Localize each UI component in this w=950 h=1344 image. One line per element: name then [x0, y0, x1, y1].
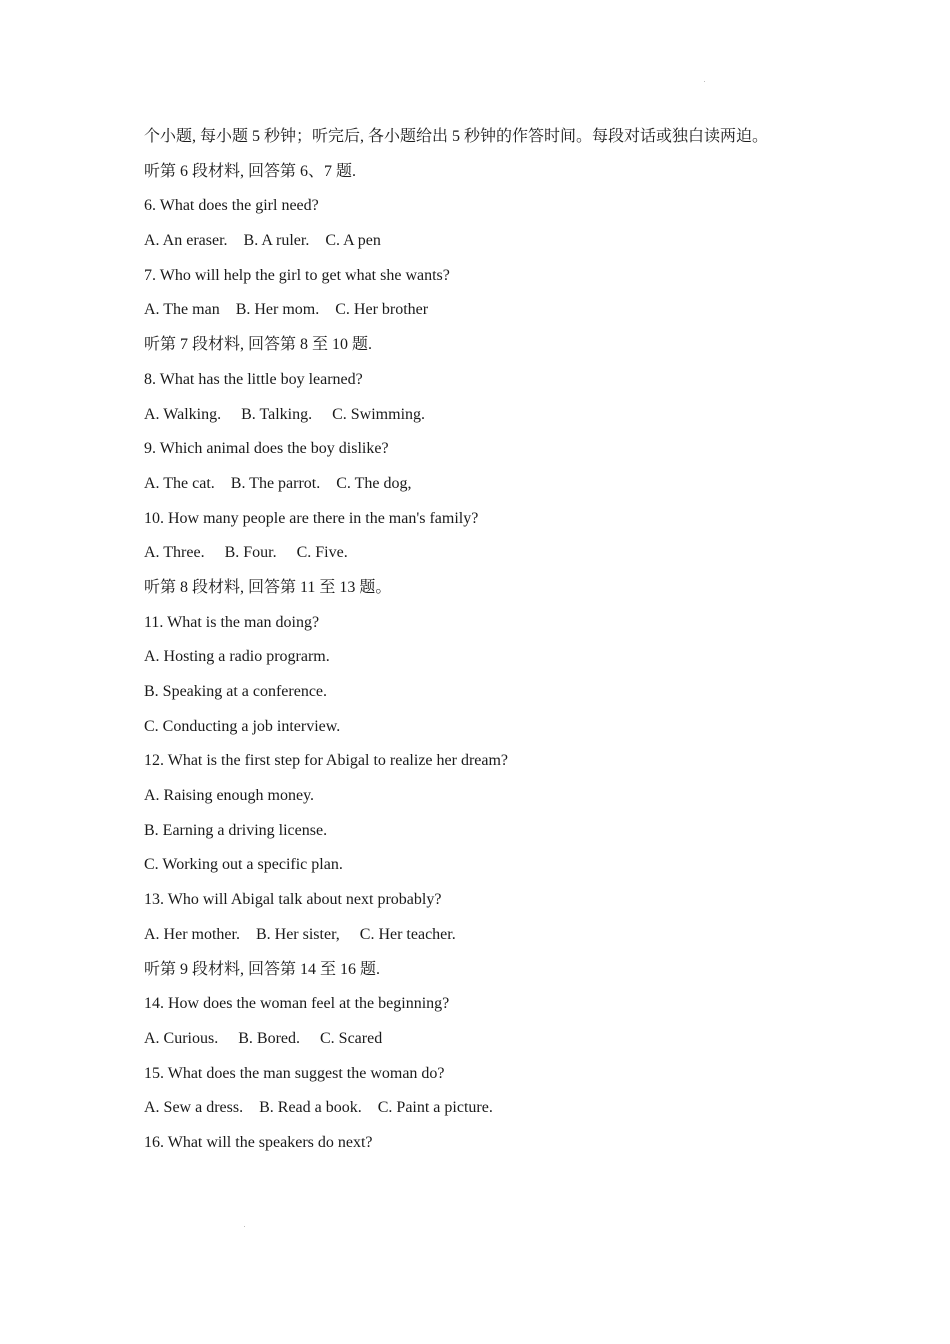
- section-heading: 听第 6 段材料, 回答第 6、7 题.: [144, 162, 357, 180]
- question: 11. What is the man doing?: [144, 613, 320, 631]
- section-heading: 听第 7 段材料, 回答第 8 至 10 题.: [144, 336, 373, 354]
- answer-option: C. Working out a specific plan.: [144, 856, 343, 874]
- answer-options: A. Her mother. B. Her sister, C. Her teacher.: [144, 925, 456, 943]
- question: 16. What will the speakers do next?: [144, 1133, 373, 1151]
- answer-option: B. Earning a driving license.: [144, 821, 328, 839]
- answer-option: A. Hosting a radio prograrm.: [144, 648, 330, 666]
- answer-option: B. Speaking at a conference.: [144, 683, 328, 700]
- instruction-text: 个小题, 每小题 5 秒钟；听完后, 各小题给出 5 秒钟的作答时间。每段对话或独白读两迫。: [144, 128, 769, 145]
- question: 12. What is the first step for Abigal to realize her dream?: [144, 752, 509, 770]
- scan-mark: [704, 81, 705, 82]
- answer-options: A. The man B. Her mom. C. Her brother: [144, 301, 429, 319]
- section-heading: 听第 9 段材料, 回答第 14 至 16 题.: [144, 960, 381, 978]
- answer-options: A. Three. B. Four. C. Five.: [144, 544, 348, 562]
- answer-option: A. Raising enough money.: [144, 787, 315, 805]
- answer-options: A. Walking. B. Talking. C. Swimming.: [144, 405, 426, 423]
- scan-mark: [244, 1226, 245, 1227]
- answer-options: A. The cat. B. The parrot. C. The dog,: [144, 474, 412, 492]
- question: 10. How many people are there in the man's family?: [144, 509, 479, 527]
- document-body: [144, 124, 824, 1165]
- answer-options: A. Sew a dress. B. Read a book. C. Paint a picture.: [144, 1099, 493, 1117]
- question: 14. How does the woman feel at the beginning?: [144, 995, 450, 1013]
- answer-option: C. Conducting a job interview.: [144, 717, 341, 735]
- answer-options: A. Curious. B. Bored. C. Scared: [144, 1029, 383, 1047]
- answer-options: A. An eraser. B. A ruler. C. A pen: [144, 232, 381, 250]
- section-heading: 听第 8 段材料, 回答第 11 至 13 题。: [144, 578, 392, 596]
- question: 13. Who will Abigal talk about next probably?: [144, 891, 442, 909]
- question: 8. What has the little boy learned?: [144, 370, 363, 388]
- question: 9. Which animal does the boy dislike?: [144, 440, 389, 458]
- question: 7. Who will help the girl to get what she wants?: [144, 266, 450, 284]
- question: 15. What does the man suggest the woman do?: [144, 1064, 445, 1082]
- question: 6. What does the girl need?: [144, 197, 319, 215]
